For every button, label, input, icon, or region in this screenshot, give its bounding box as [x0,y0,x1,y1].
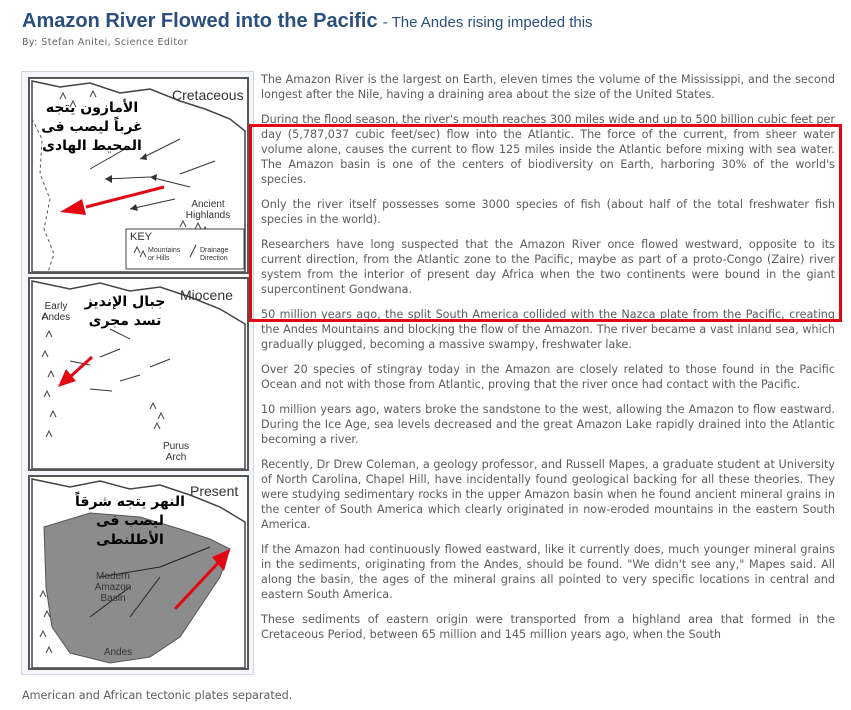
map-panel-cretaceous [28,77,249,274]
paragraph-stingray: Over 20 species of stingray today in the Amazon are closely related to those found in the Pacific Ocean and not with those from Atlantic, proving that the river once had contact with the Pacific. [261,363,835,391]
annotation-present: النهر يتجه شرقاً ليصب فى الأطلنطى [75,494,185,548]
paragraph-coleman-mapes: Recently, Dr Drew Coleman, a geology professor, and Russell Mapes, a graduate student at University of North Carolina, Chapel Hill, have incidentally found geological backing for all these theories. They were studying sedimentary rocks in the upper Amazon basin when he found ancient mineral grains in the center of South America which clearly originated in now-eroded mountains in the eastern South America. [261,458,835,531]
era-label-present: Present [190,483,239,499]
map-panel-miocene [28,277,249,471]
highlight-box [249,124,842,322]
paragraph-nazca-collision: 50 million years ago, the split South America collided with the Nazca plate from the Pacific, creating the Andes Mountains and blocking the flow of the Amazon. The river became a vast inland sea, which gradually plugged, becoming a massive swampy, freshwater lake. [261,308,835,351]
paragraph-flood-season: During the flood season, the river's mouth reaches 300 miles wide and up to 500 billion cubic feet per day (5,787,037 cubic feet/sec) flow into the Atlantic. The force of the current, from sheer water volume alone, causes the current to flow 125 miles inside the Atlantic before mixing with sea water. The Amazon basin is one of the centers of biodiversity on Earth, harboring 30% of the world's species. [261,113,835,186]
byline: By: Stefan Anitei, Science Editor [22,37,189,48]
era-label-cretaceous: Cretaceous [172,87,244,103]
key-title: KEY [130,231,153,243]
label-ancient-highlands: Ancient Highlands [185,199,231,221]
paragraph-mineral-grains: If the Amazon had continuously flowed eastward, like it currently does, much younger mineral grains in the sediments, originating from the Andes, should be found. "We didn't see any," Mapes said. All along the basin, the ages of the mineral grains all pointed to very specific locations in central and eastern South America. [261,543,835,601]
amazon-maps-figure [21,71,254,675]
label-andes: Andes [103,647,133,658]
paragraph-ice-age: 10 million years ago, waters broke the sandstone to the west, allowing the Amazon to flow eastward. During the Ice Age, sea levels decreased and the great Amazon Lake rapidly drained into the Atlantic becoming a river. [261,403,835,446]
paragraph-intro: The Amazon River is the largest on Earth, eleven times the volume of the Mississippi, and the second longest after the Nile, having a draining area about the size of the United States. [261,73,835,101]
paragraph-westward-flow: Researchers have long suspected that the Amazon River once flowed westward, opposite to its current direction, from the Atlantic zone to the Pacific, maybe as part of a proto-Congo (Zaire) river system from the interior of present day Africa when the two continents were bound in the giant supercontinent Gondwana. [261,238,835,296]
paragraph-fish-species: Only the river itself possesses some 3000 species of fish (about half of the total freshwater fish species in the world). [261,198,835,226]
article-headline [22,10,593,33]
annotation-cretaceous: الأمازون يتجه غرباً ليصب فى المحيط الهادى [41,100,143,154]
key-mountains: Mountains or Hills [148,247,181,262]
key-drainage: Drainage Direction [200,247,229,262]
label-early-andes: Early Andes [41,301,71,323]
paragraph-sediments-continued: American and African tectonic plates separated. [22,689,293,702]
label-purus-arch: Purus Arch [162,441,190,463]
annotation-miocene: جبال الإنديز تسد مجرى [84,294,166,329]
article-title: Amazon River Flowed into the Pacific [22,10,378,32]
era-label-miocene: Miocene [180,287,233,303]
label-modern-amazon-basin: Modern Amazon Basin [94,571,132,604]
paragraph-sediments: These sediments of eastern origin were transported from a highland area that formed in the Cretaceous Period, between 65 million and 145 million years ago, when the South [261,613,835,641]
map-panel-present [28,475,249,670]
article-subtitle: - The Andes rising impeded this [382,14,593,31]
